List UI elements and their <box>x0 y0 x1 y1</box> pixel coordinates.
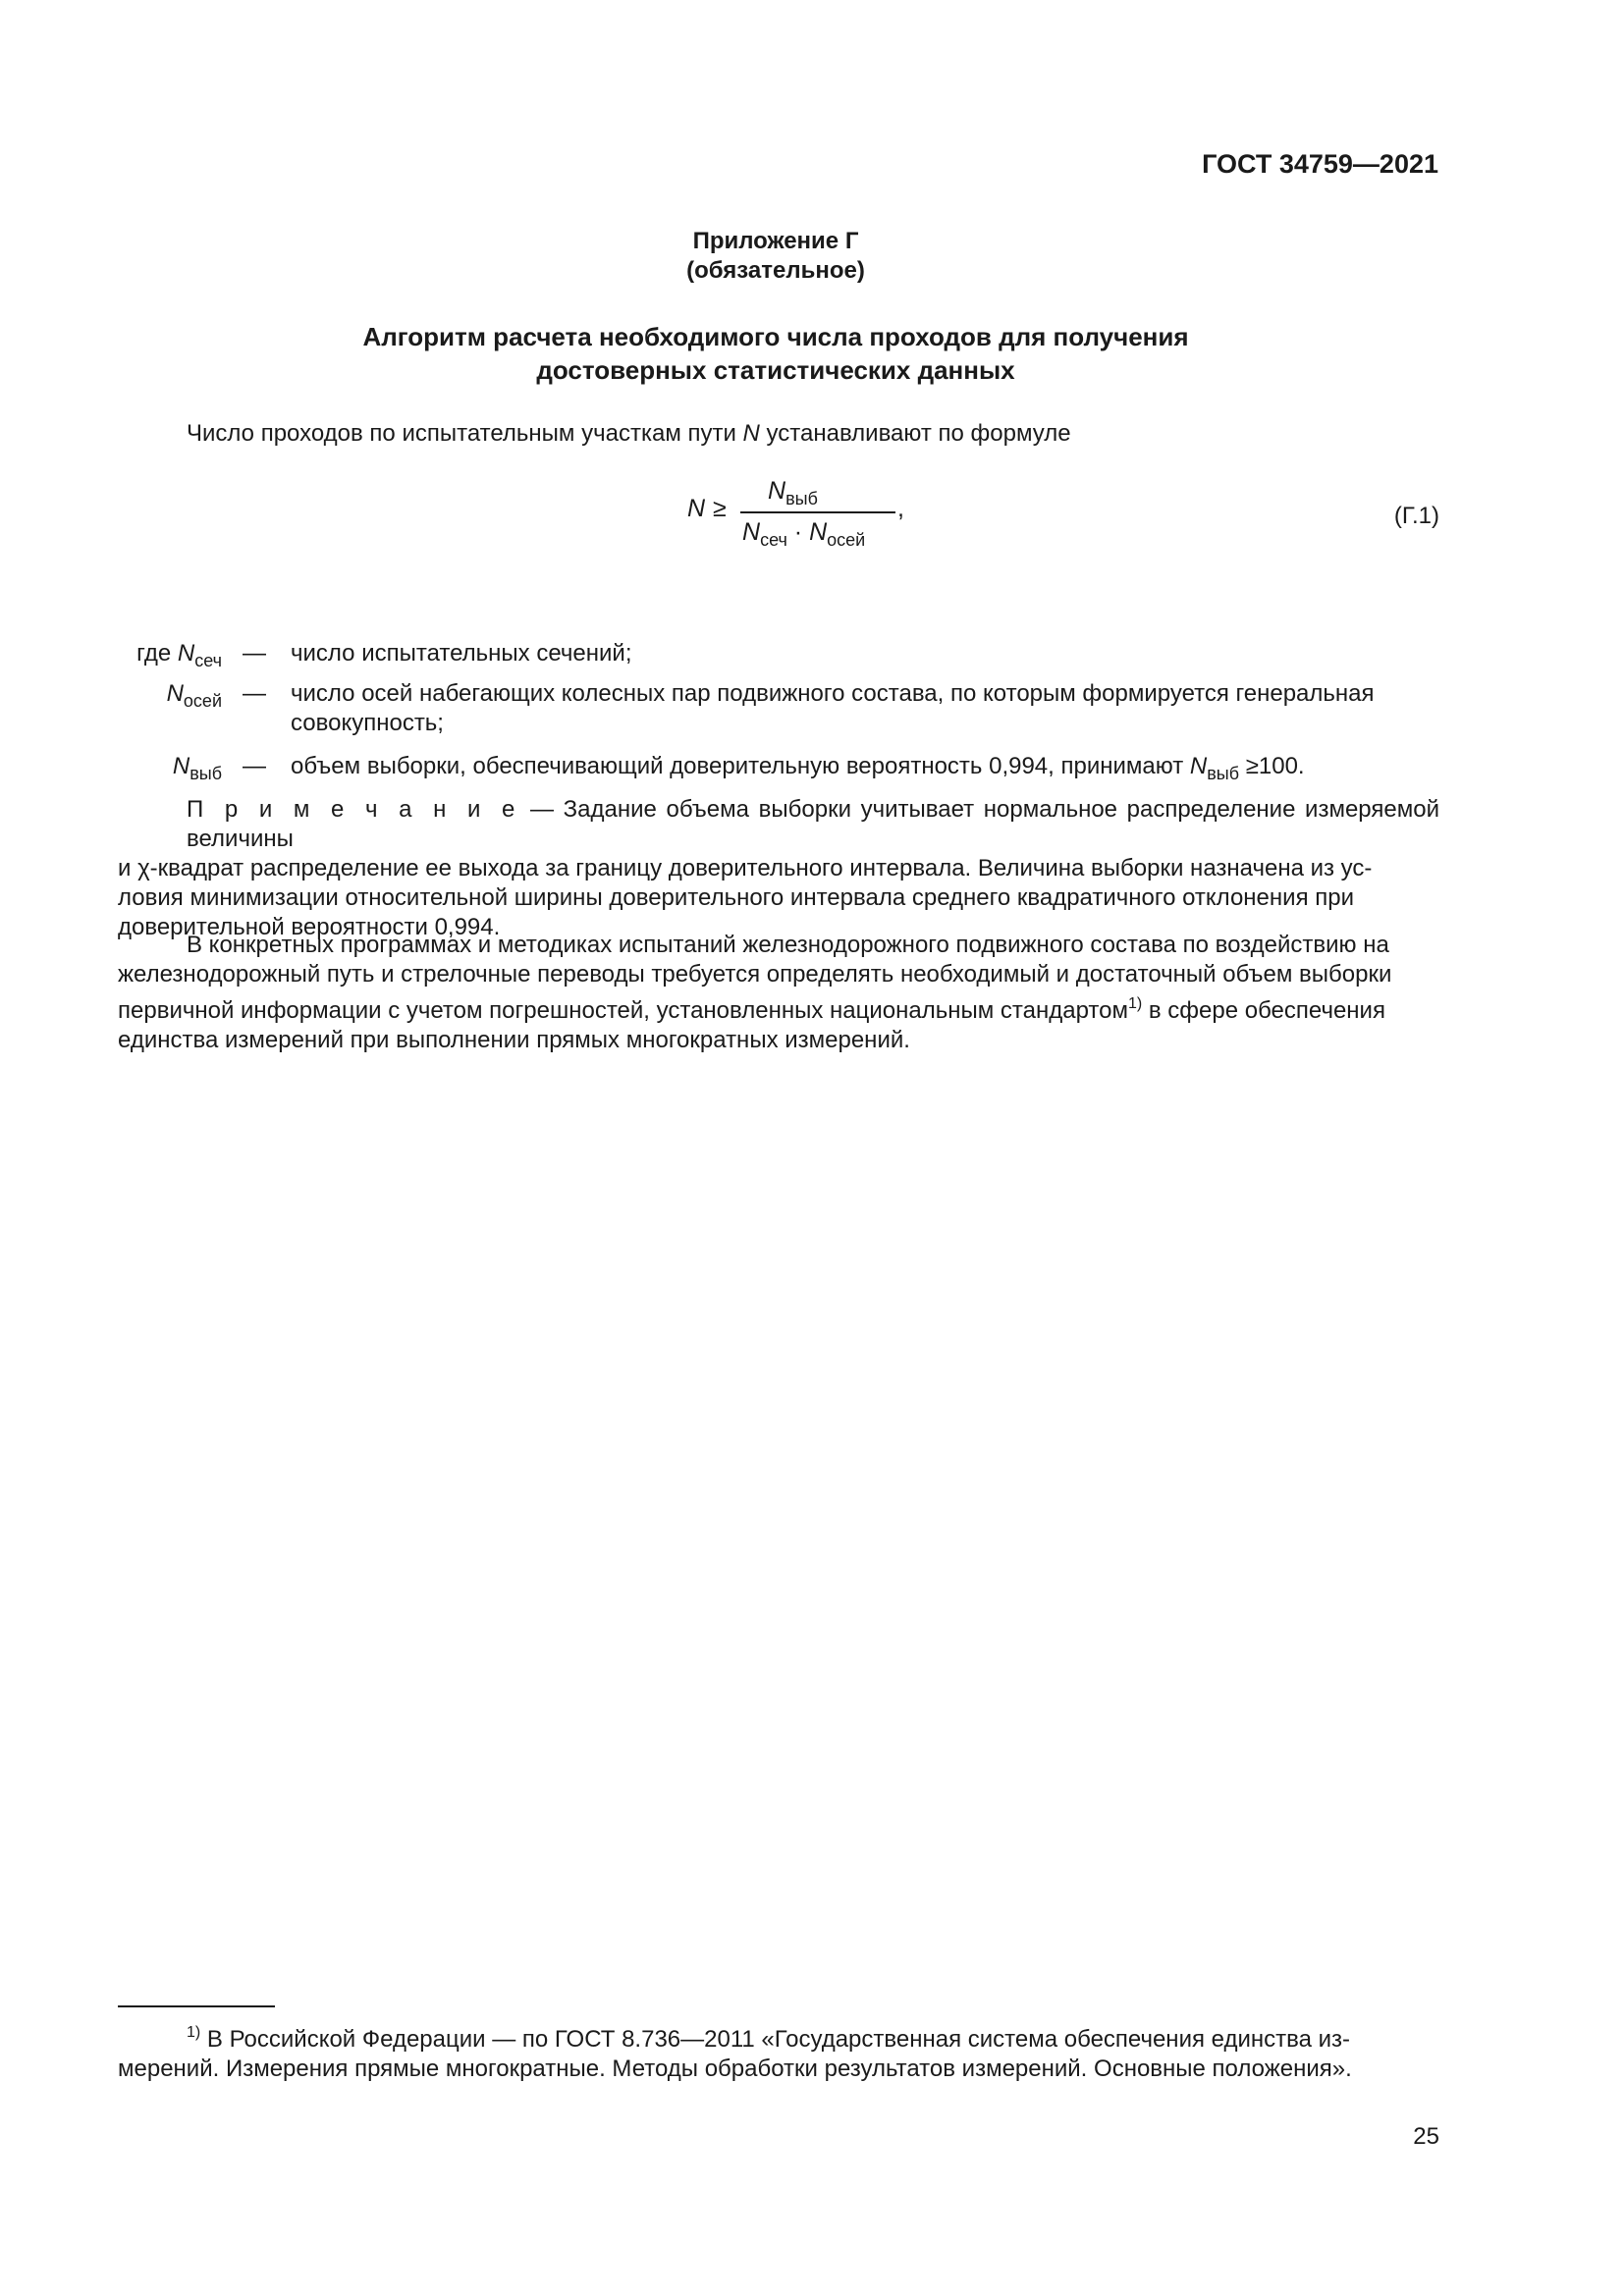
variable-n: N <box>742 420 760 447</box>
formula-g1 <box>677 477 972 556</box>
intro-paragraph: Число проходов по испытательным участкам пути N устанавливают по формуле <box>187 420 1071 447</box>
note-block <box>118 795 1439 942</box>
paragraph-line: железнодорожный путь и стрелочные переводы требуется определять необходимый и достаточный объем выборки <box>118 961 1392 988</box>
note-line: ловия минимизации относительной ширины доверительного интервала среднего квадратичного отклонения при <box>118 884 1354 911</box>
document-id: ГОСТ 34759—2021 <box>1202 149 1438 179</box>
definition-text: число испытательных сечений; <box>291 640 632 667</box>
definition-dash: — <box>243 753 266 779</box>
page-number: 25 <box>1413 2123 1439 2150</box>
appendix-status: (обязательное) <box>686 257 865 284</box>
fraction-bar <box>740 511 895 513</box>
definition-text: число осей набегающих колесных пар подвижного состава, по которым формируется генеральная совокупность; <box>291 680 1375 736</box>
paragraph-line: единства измерений при выполнении прямых многократных измерений. <box>118 1027 910 1053</box>
definition-dash: — <box>243 680 266 707</box>
definition-symbol: где $N_{сеч}$ <box>136 640 222 670</box>
definition-text: объем выборки, обеспечивающий доверительную вероятность 0,994, принимают $N_{выб} \ge 100$. <box>291 753 1305 783</box>
formula-denominator: $N_{сеч} \cdot N_{осей}$ <box>742 518 866 550</box>
paragraph-line: В конкретных программах и методиках испытаний железнодорожного подвижного состава по воздействию на <box>187 932 1389 958</box>
definition-dash: — <box>243 640 266 667</box>
footnote-mark: 1) <box>187 2024 201 2041</box>
formula-relation: ≥ <box>713 495 727 522</box>
definition-row <box>0 679 1624 742</box>
note-line: П р и м е ч а н и е — Задание объема выборки учитывает нормальное распределение измеряемой величины <box>187 796 1439 852</box>
footnote-reference: 1) <box>1127 995 1143 1012</box>
formula-comma: , <box>897 495 904 522</box>
body-paragraph <box>118 931 1439 1055</box>
definition-symbol: $N_{выб}$ <box>172 753 222 783</box>
appendix-label: Приложение Г <box>692 228 859 254</box>
definition-row <box>0 752 1624 785</box>
section-title-line-1: Алгоритм расчета необходимого числа проходов для получения <box>362 322 1189 351</box>
paragraph-line: первичной информации с учетом погрешностей, установленных национальным стандартом$^{1)}$ в сфере обеспечения <box>118 995 1385 1024</box>
definition-symbol: $N_{осей}$ <box>166 680 222 711</box>
note-label: П р и м е ч а н и е <box>187 796 521 823</box>
footnote-line: $^{1)}$ В Российской Федерации — по ГОСТ 8.736—2011 «Государственная система обеспечения единства из- <box>187 2024 1351 2053</box>
footnote-rule <box>118 2005 275 2007</box>
footnote <box>118 2018 1439 2084</box>
section-title-line-2: достоверных статистических данных <box>536 355 1015 385</box>
footnote-line: мерений. Измерения прямые многократные. Методы обработки результатов измерений. Основные положения». <box>118 2056 1352 2082</box>
note-line: доверительной вероятности 0,994. <box>118 914 501 940</box>
note-line: и χ-квадрат распределение ее выхода за границу доверительного интервала. Величина выборки назначена из ус- <box>118 855 1373 881</box>
definition-row <box>0 639 1624 672</box>
formula-number: (Г.1) <box>1393 503 1439 529</box>
formula-numerator: $N_{выб}$ <box>768 477 818 508</box>
formula-lhs: N <box>687 495 706 522</box>
